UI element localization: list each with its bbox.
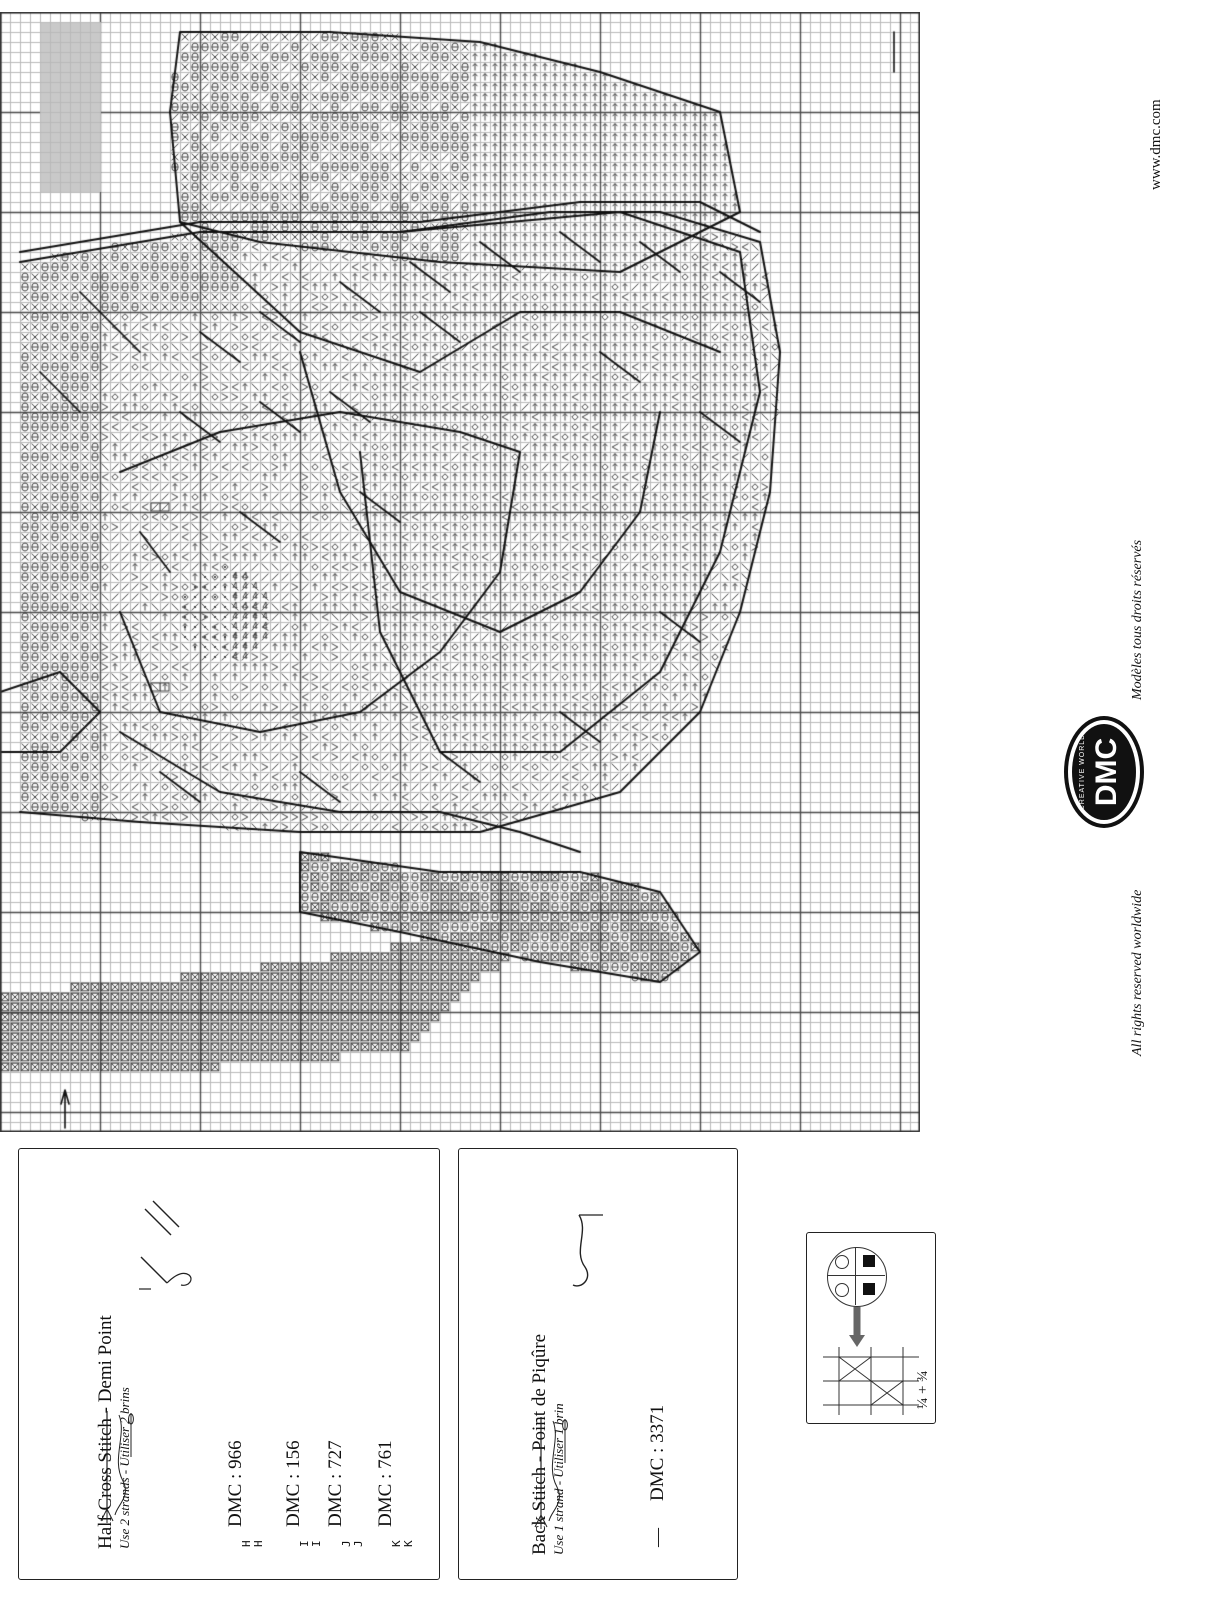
dmc-logo-arc: CREATIVE WORLD [1079,733,1086,811]
back-stitch-sample-icon [563,1205,623,1315]
legend-symbol-I-a: I [298,1539,311,1547]
legend-back-subtitle: Use 1 strand - Utiliser 1 brin [551,1403,566,1555]
legend-fractional-stitch [806,1232,936,1424]
fraction-circle-hline [827,1275,885,1276]
pattern-chart [0,12,920,1132]
fraction-dot-b [835,1283,849,1297]
fraction-circle-vline [855,1247,856,1305]
fraction-dot-a [835,1255,849,1269]
legend-symbol-H-b: H [252,1539,265,1547]
legend-symbol-I-b: I [310,1539,323,1547]
dmc-website-url[interactable]: www.dmc.com [1148,99,1164,190]
down-arrow-icon [847,1307,867,1347]
half-stitch-sample-icon [131,1191,201,1301]
fraction-label: ¼ + ¾ [915,1370,931,1409]
legend-half-label-156: DMC : 156 [283,1440,304,1527]
fraction-circle [827,1247,887,1307]
chart-grid-canvas [0,12,920,1132]
fraction-square-a [863,1255,875,1267]
legend-symbol-H-a: H [240,1539,253,1547]
legend-half-cross-stitch [18,1148,440,1580]
needle-thread-icon [531,1411,579,1531]
dmc-logo [1058,712,1150,832]
legend-half-label-966: DMC : 966 [225,1440,246,1527]
legend-symbol-K-b: K [402,1539,415,1547]
legend-symbol-J-a: J [340,1539,353,1547]
legend-back-symbol-dash: — [647,1528,668,1547]
legend-half-title: Half Cross Stitch - Demi Point [95,1315,116,1549]
legend-half-label-761: DMC : 761 [375,1440,396,1527]
needle-thread-icon [97,1405,145,1525]
legend-symbol-J-b: J [352,1539,365,1547]
legend-back-stitch [458,1148,738,1580]
legend-back-title: Back Stitch - Point de Piqûre [529,1333,550,1555]
legend-half-label-727: DMC : 727 [325,1440,346,1527]
rights-text-fr: Modèles tous droits réservés [1130,539,1145,700]
legend-symbol-K-a: K [390,1539,403,1547]
fraction-square-b [863,1283,875,1295]
fraction-grid-diagram [819,1345,923,1417]
legend-back-label-3371: DMC : 3371 [647,1404,668,1501]
dmc-logo-text: DMC [1090,737,1123,807]
rights-text-en: All rights reserved worldwide [1130,889,1145,1056]
legend-half-subtitle: Use 2 strands - Utiliser 2 brins [117,1387,132,1549]
